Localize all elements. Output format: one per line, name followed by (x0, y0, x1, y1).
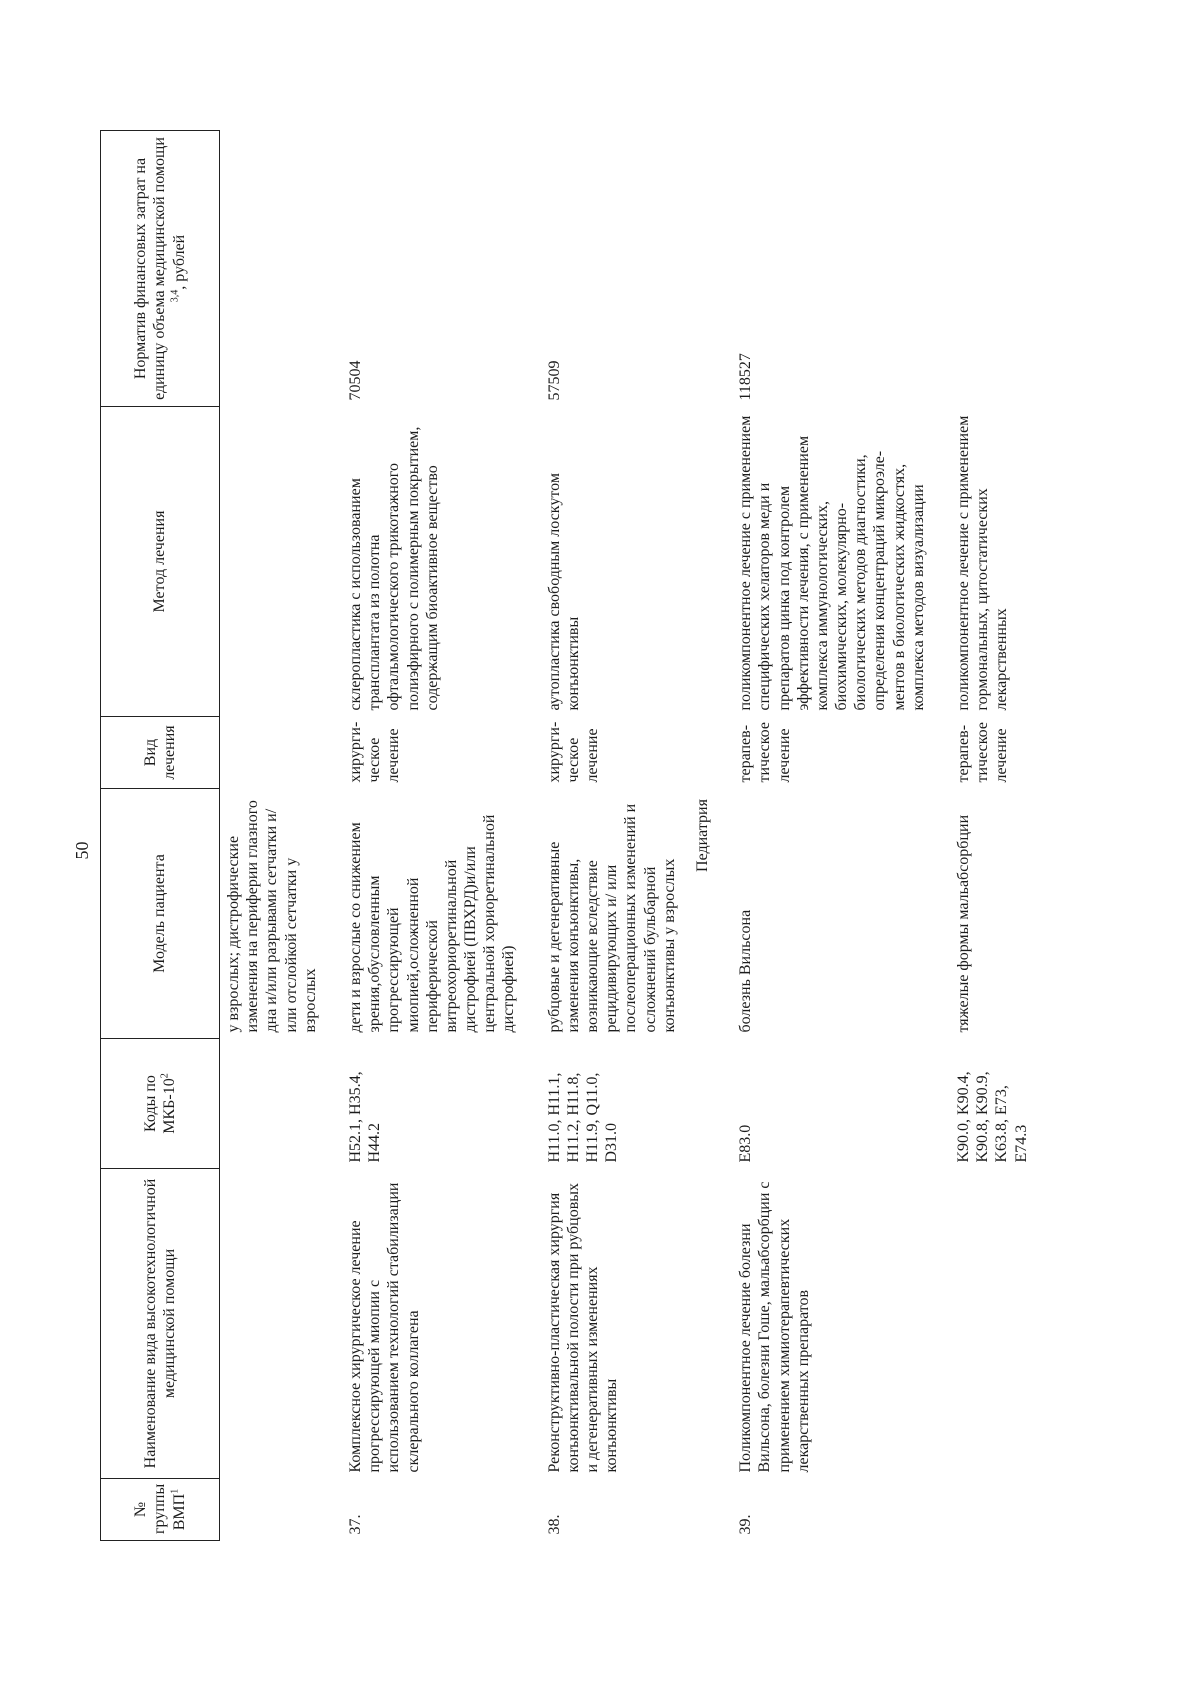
vmp-table (100, 130, 1055, 1541)
treatment-type-cell: терапев-тическое лечение (955, 722, 1011, 783)
page-number: 50 (72, 841, 92, 860)
table-header-row (101, 131, 220, 1541)
icd-codes-cell: E83.0 (737, 1124, 755, 1163)
cost-norm-cell: 70504 (346, 360, 364, 401)
care-type-cell: Комплексное хирургическое лечение прогрессирующей миопии с использованием технологий стабилизации склерального коллагена (346, 1182, 422, 1473)
care-type-cell: Поликомпонентное лечение болезни Вильсона, болезни Гоше, мальабсорбции с применением химиотерапевтических лекарственных препаратов (737, 1181, 812, 1473)
group-number-cell: 38. (545, 1514, 563, 1535)
header-treatment-type: Вид лечения (101, 717, 220, 789)
treatment-type-cell: хирурги-ческое лечение (545, 721, 601, 783)
header-group-number: № группы ВМП$^1$ (101, 1479, 220, 1541)
patient-model-cell: дети и взрослые со снижением зрения,обусловленным прогрессирующей миопией,осложненной периферической витреохориоретинальной дистрофией (ПВХРД)и/или центральной хориоретинальной дистрофией) (346, 814, 518, 1033)
patient-model-cell: болезнь Вильсона (737, 909, 755, 1033)
table-row (722, 131, 940, 1541)
treatment-method-cell: поликомпонентное лечение с применением специфических хелаторов меди и препаратов цинка под контролем эффективности лечения, с применением комплекса иммунологических, биохимических, молекулярно-биологических методов диагностики, определения концентраций микроэле-ментов в биологических жидкостях, комплекса методов визуализации (737, 415, 927, 711)
header-care-type: Наименование вида высокотехнологичной медицинской помощи (101, 1169, 220, 1479)
icd-codes-cell: H11.0, H11.1, H11.2, H11.8, H11.9, Q11.0, D31.0 (545, 1072, 621, 1163)
patient-model-cell: у взрослых; дистрофические изменения на периферии глазного дна и/или разрывами сетчатки и/или отслойкой сетчатки у взрослых (225, 800, 319, 1033)
table-row (220, 131, 332, 1541)
header-icd-codes: Коды по МКБ-$10^2$ (101, 1039, 220, 1169)
cost-norm-cell: 118527 (737, 353, 755, 401)
icd-codes-cell: H52.1, H35.4, H44.2 (346, 1071, 384, 1163)
patient-model-cell: рубцовые и дегенеративные изменения конъюнктивы, возникающие вследствие рецидивирующих и/ или послеоперационных изменений и осложнений бульбарной конъюнктивы у взрослых (545, 803, 678, 1033)
header-treatment-method: Метод лечения (101, 407, 220, 717)
table-row (531, 131, 691, 1541)
treatment-type-cell: хирурги-ческое лечение (346, 721, 403, 783)
treatment-type-cell: терапев-тическое лечение (737, 722, 793, 783)
patient-model-cell: тяжелые формы мальабсорбции (955, 814, 972, 1033)
header-cost-norm: Норматив финансовых затрат на единицу объема медицинской помощи $^{3,4}$, рублей (101, 131, 220, 407)
group-number-cell: 37. (346, 1514, 364, 1535)
care-type-cell: Реконструктивно-пластическая хирургия конъюнктивальной полости при рубцовых и дегенеративных изменениях конъюнктивы (545, 1182, 621, 1473)
icd-codes-cell: K90.0, K90.4, K90.8, K90.9, K63.8, E73, E74.3 (955, 1071, 1030, 1163)
table-row (332, 131, 531, 1541)
treatment-method-cell: аутопластика свободным лоскутом конъюнктивы (545, 473, 582, 711)
treatment-method-cell: поликомпонентное лечение с применением гормональных, цитостатических лекарственных (955, 415, 1011, 711)
section-row (691, 131, 722, 1541)
table-row (940, 131, 1055, 1541)
section-title: Педиатрия (693, 799, 711, 872)
treatment-method-cell: склеропластика с использованием трансплантата из полотна офтальмологического трикотажного полиэфирного с полимерным покрытием, содержащим биоактивное вещество (346, 426, 441, 711)
group-number-cell: 39. (737, 1514, 755, 1535)
cost-norm-cell: 57509 (545, 360, 563, 401)
header-patient-model: Модель пациента (101, 789, 220, 1039)
